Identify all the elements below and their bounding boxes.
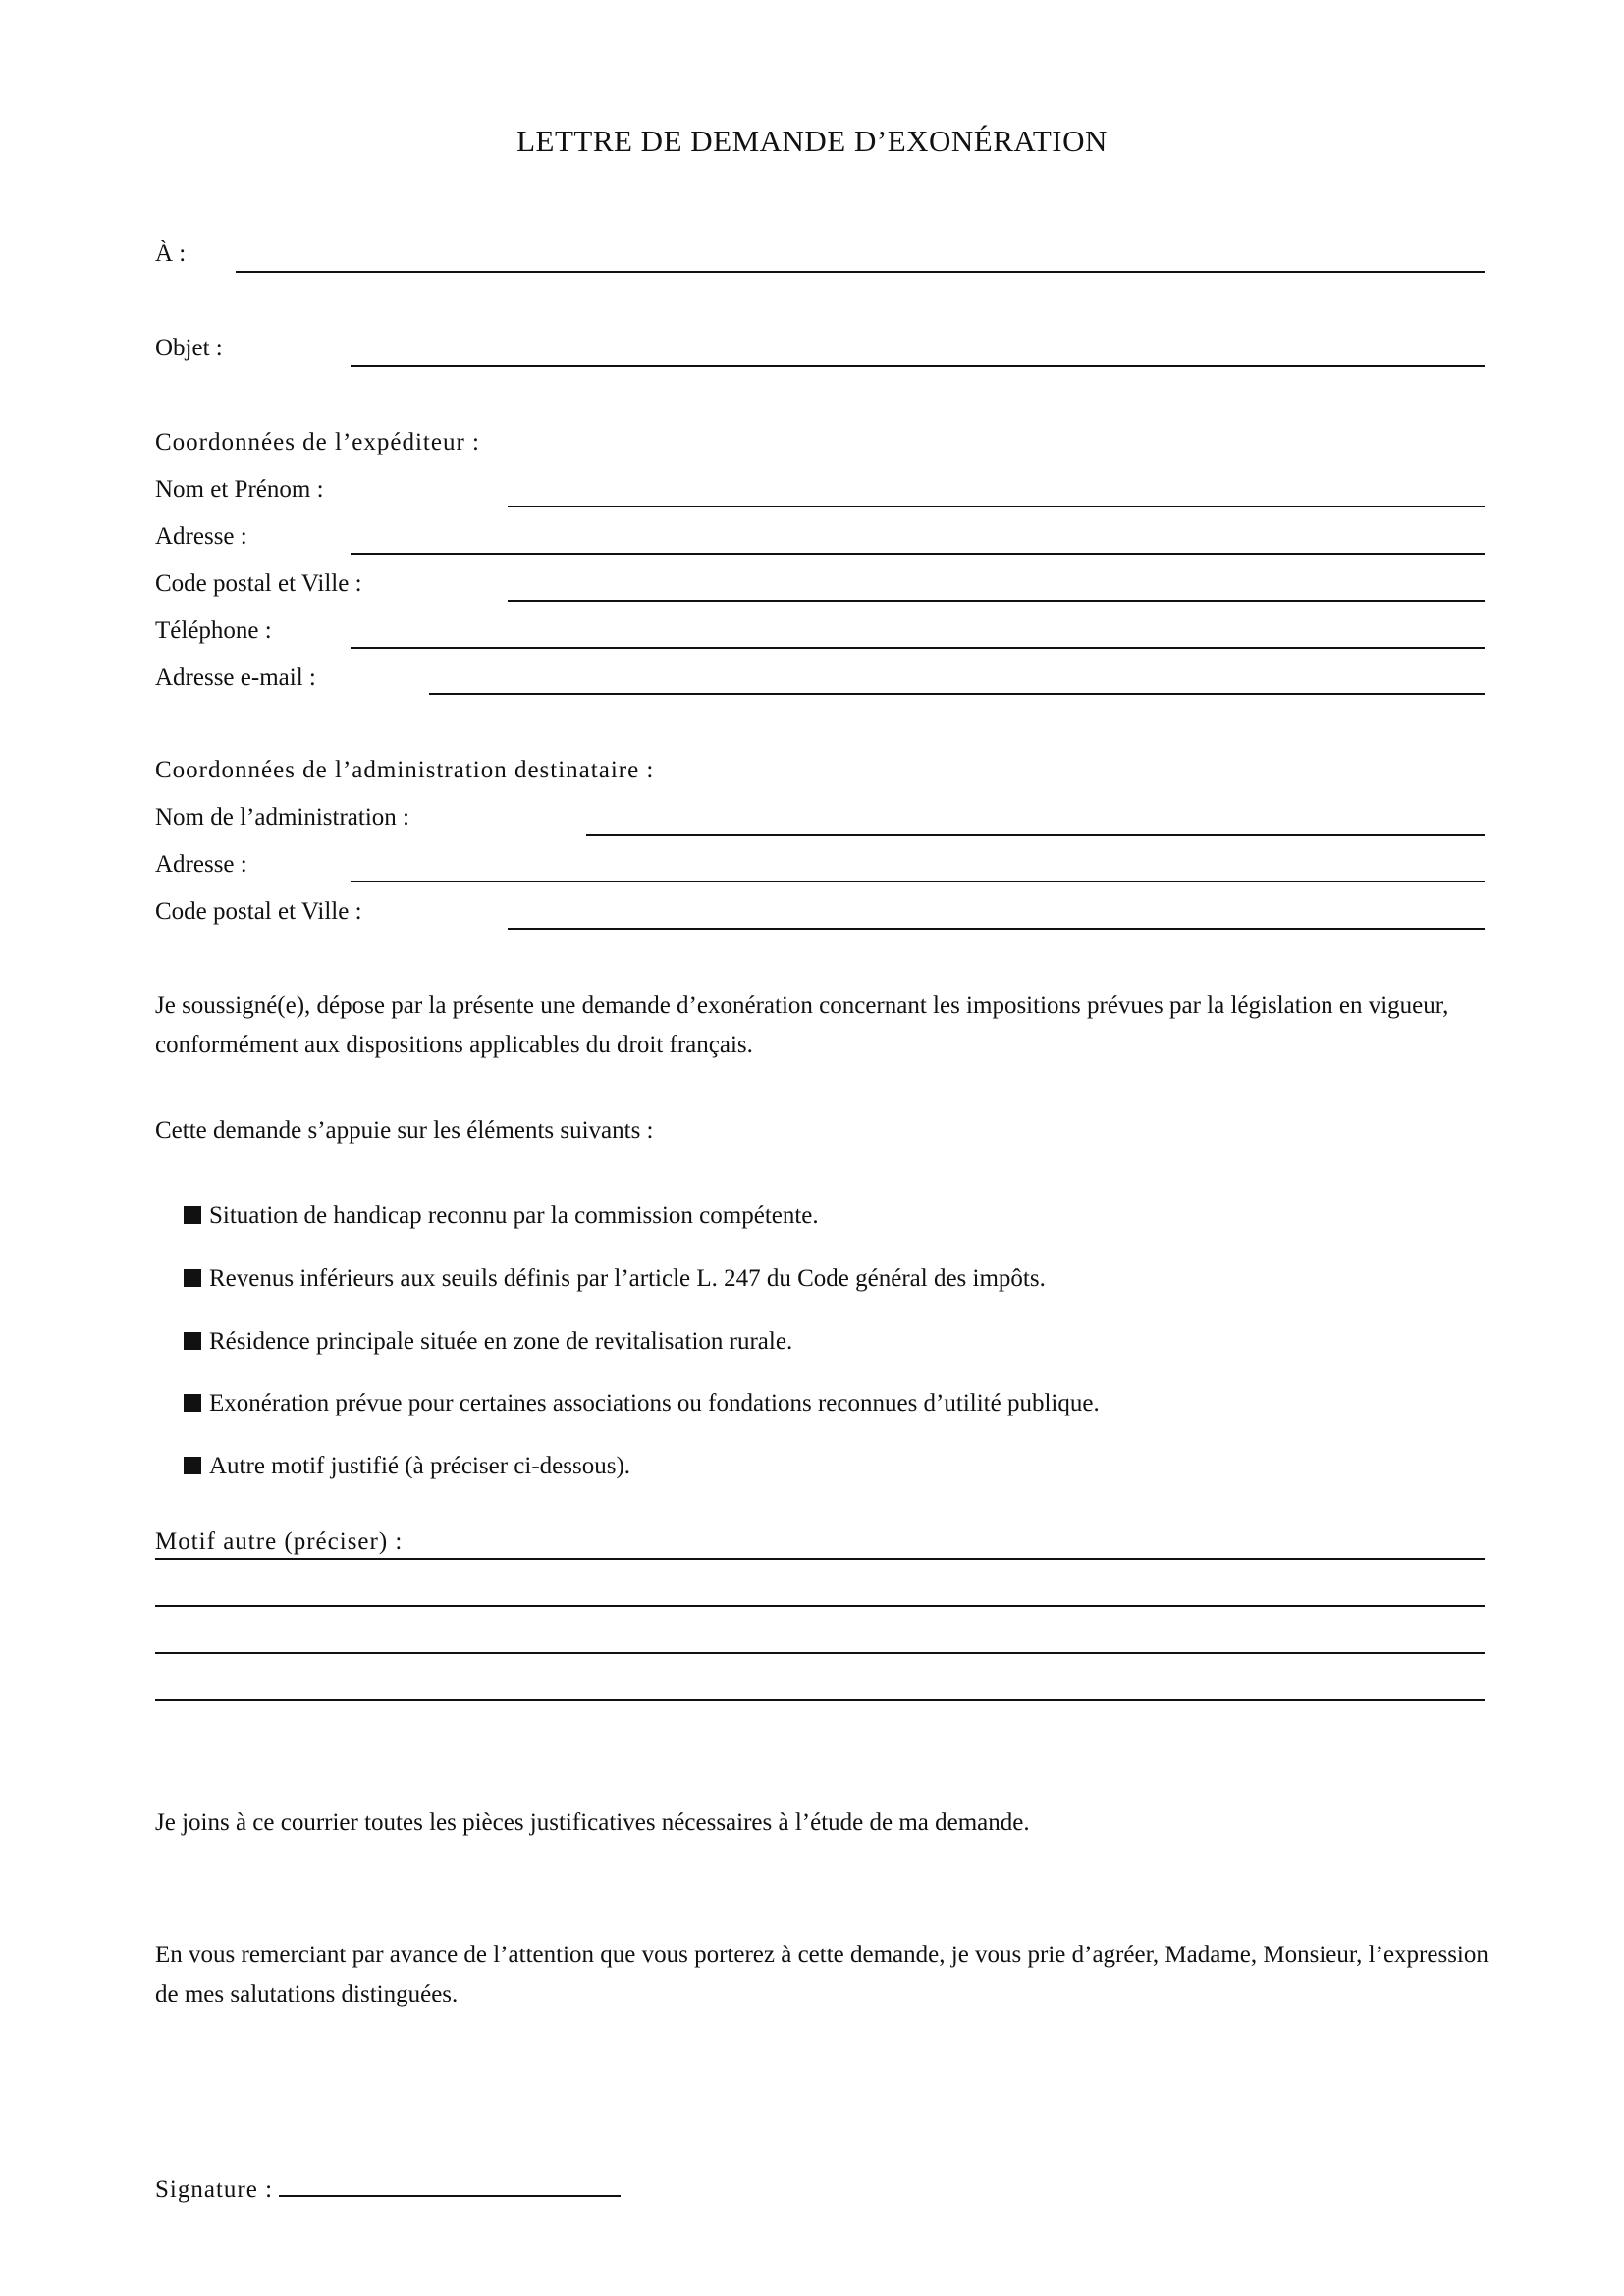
sender-section-heading: Coordonnées de l’expéditeur : bbox=[155, 429, 480, 455]
sender-name-field[interactable] bbox=[508, 506, 1485, 507]
bullet-square-icon bbox=[184, 1394, 201, 1412]
other-reason-line-1[interactable] bbox=[155, 1558, 1485, 1560]
recipient-admin-name-label: Nom de l’administration : bbox=[155, 804, 409, 830]
ground-item bbox=[184, 1201, 819, 1231]
recipient-address-field[interactable] bbox=[351, 881, 1485, 882]
recipient-address-label: Adresse : bbox=[155, 851, 247, 878]
sender-name-label: Nom et Prénom : bbox=[155, 476, 324, 503]
ground-item bbox=[184, 1327, 792, 1357]
sender-phone-label: Téléphone : bbox=[155, 617, 272, 644]
other-reason-line-4[interactable] bbox=[155, 1699, 1485, 1701]
grounds-intro: Cette demande s’appuie sur les éléments suivants : bbox=[155, 1117, 654, 1144]
ground-item bbox=[184, 1389, 1100, 1418]
signature-row bbox=[155, 2173, 621, 2205]
sender-phone-field[interactable] bbox=[351, 647, 1485, 649]
ground-item-text: Exonération prévue pour certaines associations ou fondations reconnues d’utilité publique. bbox=[209, 1390, 1100, 1416]
sender-postal-field[interactable] bbox=[508, 600, 1485, 602]
sender-address-field[interactable] bbox=[351, 553, 1485, 555]
recipient-postal-label: Code postal et Ville : bbox=[155, 898, 362, 925]
ground-item-text: Autre motif justifié (à préciser ci-dessous). bbox=[209, 1453, 631, 1479]
sender-address-label: Adresse : bbox=[155, 523, 247, 550]
ground-item-text: Résidence principale située en zone de revitalisation rurale. bbox=[209, 1328, 793, 1355]
sender-email-field[interactable] bbox=[429, 693, 1485, 695]
attachments-paragraph: Je joins à ce courrier toutes les pièces justificatives nécessaires à l’étude de ma demande. bbox=[155, 1809, 1030, 1836]
to-label: À : bbox=[155, 240, 187, 267]
bullet-square-icon bbox=[184, 1332, 201, 1350]
ground-item bbox=[184, 1264, 1046, 1294]
recipient-admin-name-field[interactable] bbox=[586, 834, 1485, 836]
signature-field[interactable] bbox=[279, 2173, 621, 2197]
bullet-square-icon bbox=[184, 1269, 201, 1287]
bullet-square-icon bbox=[184, 1206, 201, 1224]
signature-label: Signature : bbox=[155, 2176, 274, 2203]
ground-item-text: Revenus inférieurs aux seuils définis par l’article L. 247 du Code général des impôts. bbox=[209, 1265, 1046, 1292]
subject-label: Objet : bbox=[155, 335, 223, 361]
intro-paragraph: Je soussigné(e), dépose par la présente une demande d’exonération concernant les impositions prévues par la législation en vigueur, conformément aux dispositions applicables du droit français. bbox=[155, 992, 1449, 1058]
recipient-section-heading: Coordonnées de l’administration destinataire : bbox=[155, 757, 655, 783]
to-field[interactable] bbox=[236, 271, 1485, 273]
other-reason-line-2[interactable] bbox=[155, 1605, 1485, 1607]
sender-email-label: Adresse e-mail : bbox=[155, 665, 316, 691]
ground-item-text: Situation de handicap reconnu par la commission compétente. bbox=[209, 1202, 819, 1229]
ground-item bbox=[184, 1452, 630, 1481]
other-reason-line-3[interactable] bbox=[155, 1652, 1485, 1654]
other-reason-label: Motif autre (préciser) : bbox=[155, 1528, 404, 1555]
subject-field[interactable] bbox=[351, 365, 1485, 367]
sender-postal-label: Code postal et Ville : bbox=[155, 570, 362, 597]
recipient-postal-field[interactable] bbox=[508, 928, 1485, 930]
bullet-square-icon bbox=[184, 1457, 201, 1474]
page-title: LETTRE DE DEMANDE D’EXONÉRATION bbox=[516, 124, 1108, 158]
closing-paragraph: En vous remerciant par avance de l’attention que vous porterez à cette demande, je vous prie d’agréer, Madame, Monsieur, l’expression de mes salutations distinguées. bbox=[155, 1942, 1489, 2007]
